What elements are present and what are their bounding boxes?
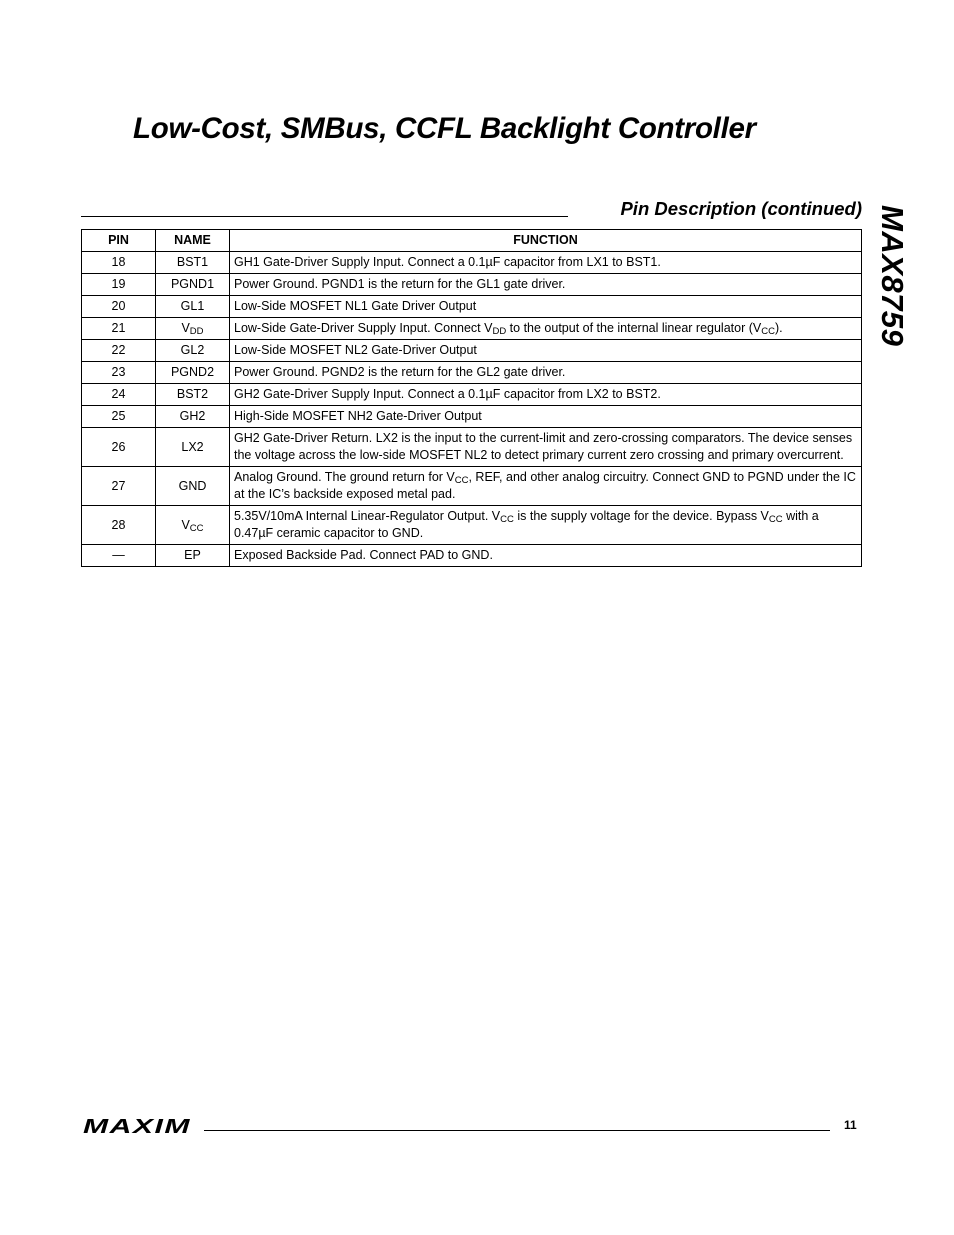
table-row (82, 467, 862, 506)
pin-name: V (181, 517, 190, 532)
name-cell (156, 252, 230, 274)
table-row (82, 318, 862, 340)
function-text: to the output of the internal linear regulator (V (506, 321, 762, 335)
function-text: High-Side MOSFET NH2 Gate-Driver Output (234, 409, 482, 423)
pin-name: PGND2 (170, 365, 215, 379)
pin-name: EP (184, 548, 201, 562)
pin-name: LX2 (181, 439, 204, 454)
name-cell (156, 545, 230, 567)
side-part-number-text: MAX8759 (875, 205, 910, 347)
footer-rule (204, 1130, 830, 1131)
pin-name: GH2 (179, 409, 206, 423)
function-cell (230, 274, 862, 296)
function-cell (230, 384, 862, 406)
side-part-number (874, 205, 914, 365)
pin-name-subscript: CC (189, 522, 204, 534)
pin-cell: — (82, 545, 156, 567)
table-body (82, 252, 862, 567)
function-cell (230, 252, 862, 274)
page-number: 11 (844, 1118, 857, 1132)
table-row (82, 545, 862, 567)
function-text: Low-Side Gate-Driver Supply Input. Connect V (234, 321, 493, 335)
function-text: Exposed Backside Pad. Connect PAD to GND. (234, 548, 493, 562)
function-text: GH2 Gate-Driver Supply Input. Connect a 0.1µF capacitor from LX2 to BST2. (234, 387, 661, 401)
name-cell (156, 406, 230, 428)
pin-name: PGND1 (170, 277, 215, 291)
name-cell (156, 467, 230, 506)
function-text: Power Ground. PGND1 is the return for the GL1 gate driver. (234, 277, 566, 291)
pin-cell: 18 (82, 252, 156, 274)
name-cell (156, 506, 230, 545)
function-cell (230, 506, 862, 545)
pin-cell: 28 (82, 506, 156, 545)
pin-name-subscript: DD (189, 326, 204, 337)
function-text: Power Ground. PGND2 is the return for the GL2 gate driver. (234, 365, 566, 379)
pin-cell: 27 (82, 467, 156, 506)
table-row (82, 340, 862, 362)
function-subscript: DD (492, 326, 507, 337)
name-cell (156, 428, 230, 467)
name-cell (156, 274, 230, 296)
function-cell (230, 296, 862, 318)
function-text: Low-Side MOSFET NL1 Gate Driver Output (234, 299, 477, 313)
name-cell (156, 296, 230, 318)
column-header-pin: PIN (82, 230, 156, 252)
pin-name: BST1 (176, 255, 209, 269)
name-cell (156, 318, 230, 340)
section-heading: Pin Description (continued) (620, 198, 862, 219)
table-header-row (82, 230, 862, 252)
pin-name: GL1 (180, 299, 205, 313)
pin-cell: 23 (82, 362, 156, 384)
pin-description-table (81, 229, 862, 567)
section-rule (81, 216, 568, 217)
function-cell (230, 545, 862, 567)
table-row (82, 506, 862, 545)
column-header-name: NAME (156, 230, 230, 252)
function-cell (230, 362, 862, 384)
pin-cell: 21 (82, 318, 156, 340)
function-subscript: CC (454, 475, 469, 486)
function-text: GH1 Gate-Driver Supply Input. Connect a 0.1µF capacitor from LX1 to BST1. (234, 255, 661, 269)
function-text: GH2 Gate-Driver Return. LX2 is the input to the current-limit and zero-crossing comparators. The device senses the voltage across the low-side MOSFET NL2 to detect primary current zero crossing and primary overcurrent. (234, 431, 853, 462)
pin-cell: 19 (82, 274, 156, 296)
function-text: ). (774, 321, 783, 335)
pin-cell: 26 (82, 428, 156, 467)
table-row (82, 406, 862, 428)
table-row (82, 252, 862, 274)
function-cell (230, 340, 862, 362)
table-row (82, 428, 862, 467)
function-cell (230, 318, 862, 340)
function-cell (230, 428, 862, 467)
function-text: , REF, and other analog circuitry. Connect GND to PGND under the IC at the IC’s backside exposed metal pad. (234, 470, 856, 501)
function-text: with a 0.47µF ceramic capacitor to GND. (234, 509, 819, 540)
table-row (82, 274, 862, 296)
table-row (82, 296, 862, 318)
function-text: Low-Side MOSFET NL2 Gate-Driver Output (234, 343, 477, 357)
pin-cell: 22 (82, 340, 156, 362)
pin-name: BST2 (176, 387, 209, 401)
column-header-function: FUNCTION (230, 230, 862, 252)
pin-name: GL2 (180, 343, 205, 357)
maxim-logo-text: MAXIM (83, 1117, 192, 1135)
pin-cell: 24 (82, 384, 156, 406)
function-subscript: CC (768, 514, 783, 525)
name-cell (156, 384, 230, 406)
function-text: Analog Ground. The ground return for V (234, 470, 455, 484)
name-cell (156, 362, 230, 384)
pin-name: GND (178, 478, 207, 493)
pin-cell: 20 (82, 296, 156, 318)
page-title: Low-Cost, SMBus, CCFL Backlight Controller (133, 112, 756, 145)
function-text: is the supply voltage for the device. Bypass V (513, 509, 769, 523)
function-subscript: CC (500, 514, 514, 525)
pin-name: V (181, 321, 190, 335)
function-cell (230, 406, 862, 428)
table-row (82, 362, 862, 384)
function-text: 5.35V/10mA Internal Linear-Regulator Output. V (234, 509, 501, 523)
pin-cell: 25 (82, 406, 156, 428)
table-row (82, 384, 862, 406)
function-cell (230, 467, 862, 506)
function-subscript: CC (761, 326, 775, 337)
maxim-logo (83, 1117, 193, 1135)
name-cell (156, 340, 230, 362)
